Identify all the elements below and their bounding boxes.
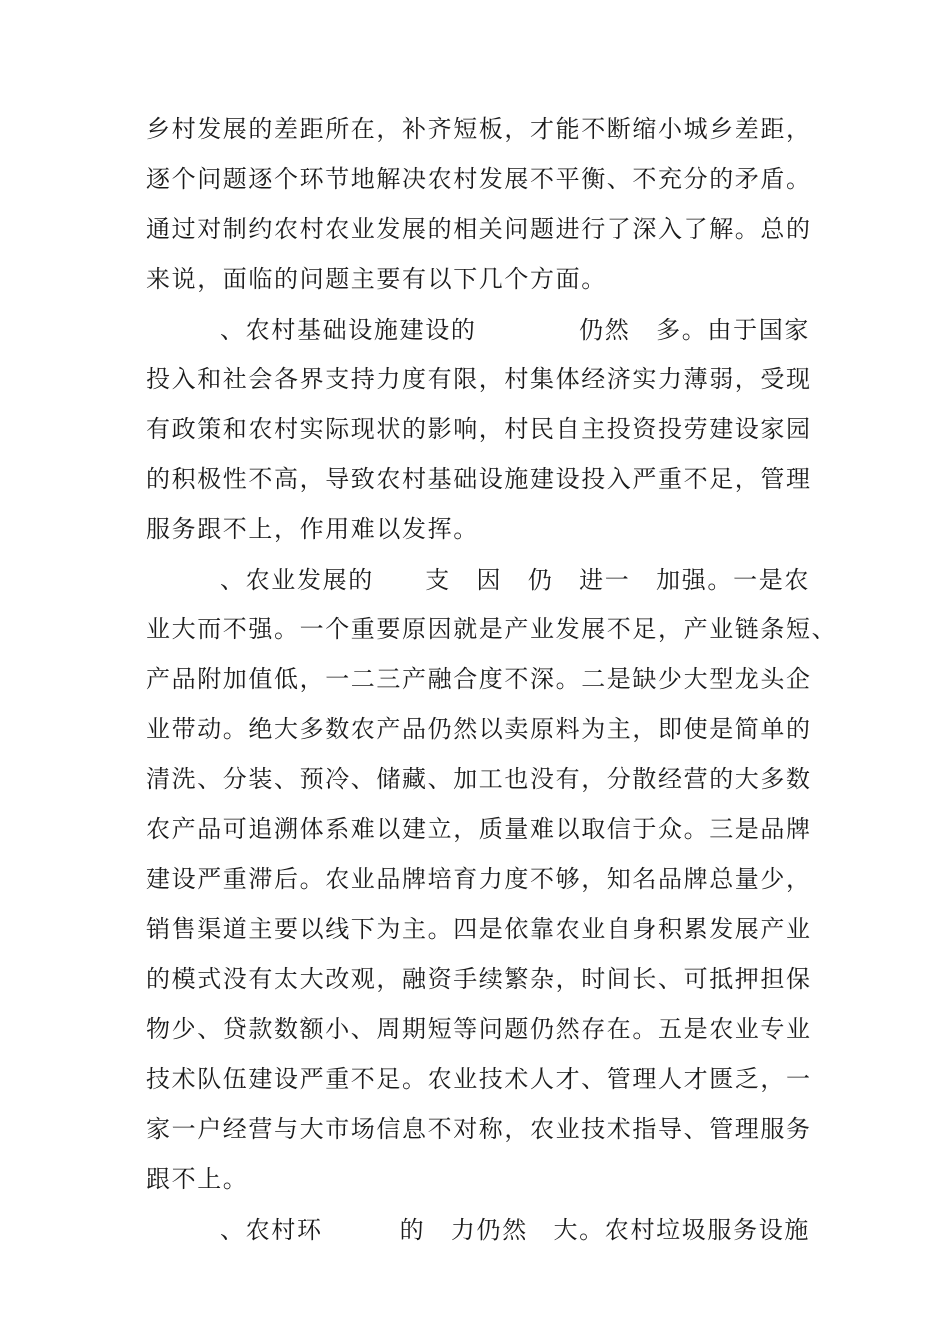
text-line: 乡村发展的差距所在，补齐短板，才能不断缩小城乡差距， [146, 115, 812, 143]
text-line: 有政策和农村实际现状的影响，村民自主投资投劳建设家园 [146, 415, 812, 443]
text-line: 产品附加值低，一二三产融合度不深。二是缺少大型龙头企 [146, 665, 812, 693]
text-line: 通过对制约农村农业发展的相关问题进行了深入了解。总的 [146, 215, 812, 243]
text-line: 业大而不强。一个重要原因就是产业发展不足，产业链条短、 [146, 615, 838, 643]
text-line: 服务跟不上，作用难以发挥。 [146, 515, 479, 543]
text-line: 的模式没有太大改观，融资手续繁杂，时间长、可抵押担保 [146, 965, 812, 993]
text-line: 物少、贷款数额小、周期短等问题仍然存在。五是农业专业 [146, 1015, 812, 1043]
section-heading-line: 、农业发展的 支 因 仍 进一 加强。一是农 [220, 566, 810, 594]
text-line: 销售渠道主要以线下为主。四是依靠农业自身积累发展产业 [146, 915, 812, 943]
text-line: 投入和社会各界支持力度有限，村集体经济实力薄弱，受现 [146, 365, 812, 393]
text-line: 家一户经营与大市场信息不对称，农业技术指导、管理服务 [146, 1115, 812, 1143]
text-line: 跟不上。 [146, 1165, 249, 1193]
section-heading-line: 、农村环 的 力仍然 大。农村垃圾服务设施 [220, 1216, 810, 1244]
text-line: 来说，面临的问题主要有以下几个方面。 [146, 265, 607, 293]
text-line: 业带动。绝大多数农产品仍然以卖原料为主，即使是简单的 [146, 715, 812, 743]
text-line: 建设严重滞后。农业品牌培育力度不够，知名品牌总量少， [146, 865, 812, 893]
text-line: 农产品可追溯体系难以建立，质量难以取信于众。三是品牌 [146, 815, 812, 843]
section-heading-line: 、农村基础设施建设的 仍然 多。由于国家 [220, 316, 810, 344]
text-line: 的积极性不高，导致农村基础设施建设投入严重不足，管理 [146, 465, 812, 493]
text-line: 清洗、分装、预冷、储藏、加工也没有，分散经营的大多数 [146, 765, 812, 793]
text-line: 技术队伍建设严重不足。农业技术人才、管理人才匮乏，一 [146, 1065, 812, 1093]
text-line: 逐个问题逐个环节地解决农村发展不平衡、不充分的矛盾。 [146, 165, 812, 193]
